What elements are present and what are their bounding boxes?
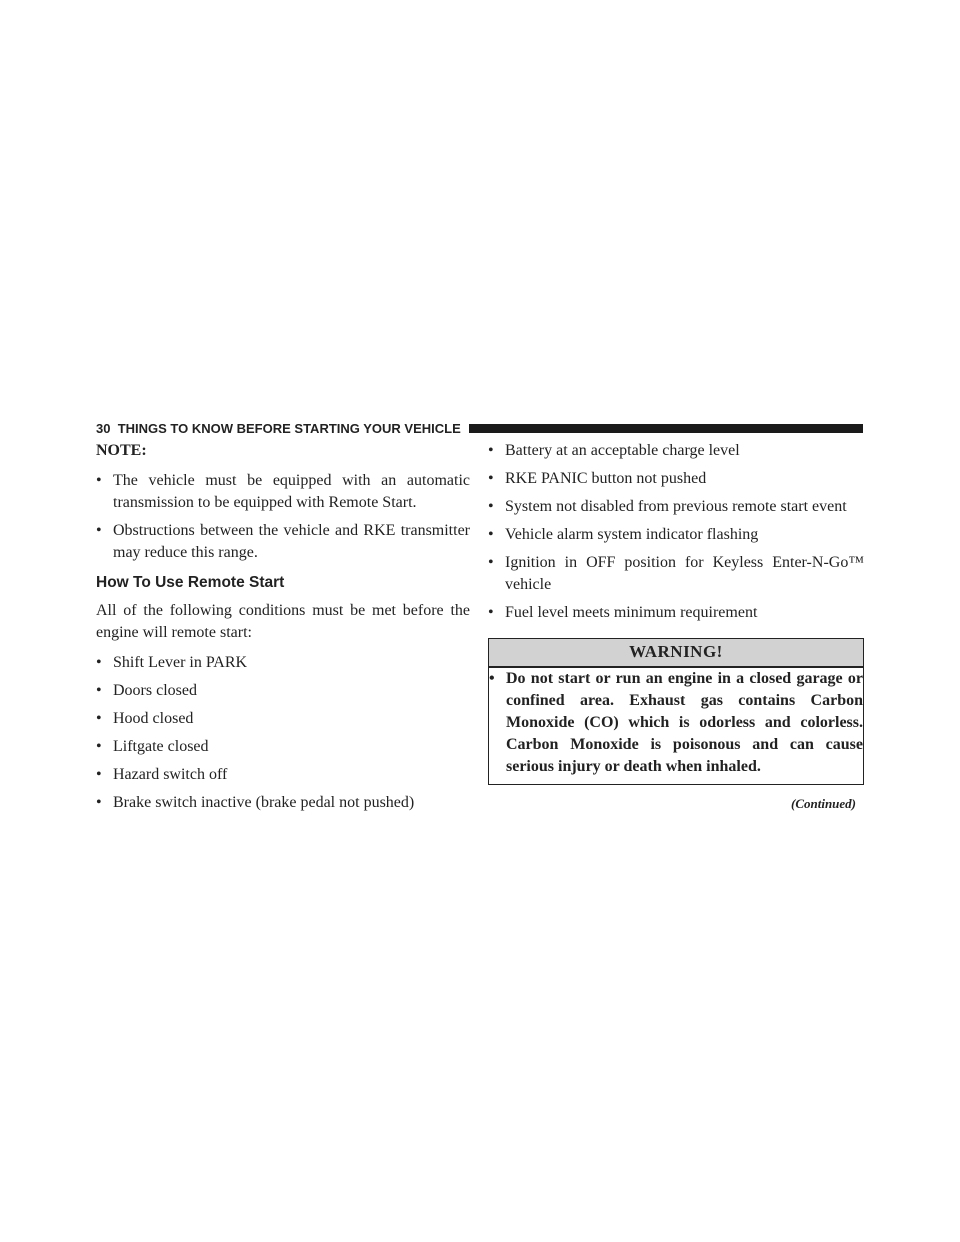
bullet-icon: •: [96, 682, 102, 699]
section-heading: How To Use Remote Start: [96, 574, 285, 591]
list-item: • Fuel level meets minimum requirement: [488, 602, 864, 624]
bullet-icon: •: [96, 472, 102, 489]
bullet-icon: •: [96, 522, 102, 539]
bullet-icon: •: [96, 766, 102, 783]
warning-list: [489, 668, 863, 778]
right-column: [488, 440, 864, 815]
note-label: NOTE:: [96, 442, 147, 459]
list-item: • Obstructions between the vehicle and RKE transmitter may reduce this range.: [96, 522, 470, 561]
list-item: • The vehicle must be equipped with an automatic transmission to be equipped with Remote Start.: [96, 472, 470, 511]
page-number: 30: [96, 420, 111, 436]
left-column: [96, 440, 470, 820]
list-item: • System not disabled from previous remote start event: [488, 496, 864, 518]
bullet-icon: •: [488, 498, 494, 515]
bullet-icon: •: [96, 654, 102, 671]
bullet-icon: •: [96, 794, 102, 811]
note-list: [96, 470, 470, 564]
conditions-list: [96, 652, 470, 814]
list-item: • Hazard switch off: [96, 764, 470, 786]
warning-box: [488, 638, 864, 785]
bullet-icon: •: [488, 442, 494, 459]
header-bar: [469, 424, 863, 433]
bullet-icon: •: [489, 670, 495, 687]
bullet-icon: •: [488, 554, 494, 571]
bullet-icon: •: [96, 710, 102, 727]
bullet-icon: •: [488, 604, 494, 621]
list-item: • Do not start or run an engine in a closed garage or confined area. Exhaust gas contains Carbon Monoxide (CO) which is odorless and colorless. Carbon Monoxide is poisonous and can cause serious injury or death when inhaled.: [489, 670, 863, 775]
list-item: • Liftgate closed: [96, 736, 470, 758]
conditions-list-continued: [488, 440, 864, 624]
bullet-icon: •: [488, 470, 494, 487]
warning-title: WARNING!: [489, 639, 863, 668]
list-item: • Battery at an acceptable charge level: [488, 440, 864, 462]
intro-paragraph: All of the following conditions must be met before the engine will remote start:: [96, 602, 470, 641]
list-item: • Ignition in OFF position for Keyless Enter-N-Go™ vehicle: [488, 554, 864, 593]
list-item: • Doors closed: [96, 680, 470, 702]
list-item: • Shift Lever in PARK: [96, 652, 470, 674]
list-item: • RKE PANIC button not pushed: [488, 468, 864, 490]
header-text: [96, 421, 469, 436]
list-item: • Brake switch inactive (brake pedal not pushed): [96, 792, 470, 814]
bullet-icon: •: [96, 738, 102, 755]
section-title: THINGS TO KNOW BEFORE STARTING YOUR VEHICLE: [117, 420, 461, 436]
list-item: • Hood closed: [96, 708, 470, 730]
list-item: • Vehicle alarm system indicator flashing: [488, 524, 864, 546]
continued-label: (Continued): [790, 796, 856, 811]
page-header: [96, 418, 863, 438]
bullet-icon: •: [488, 526, 494, 543]
